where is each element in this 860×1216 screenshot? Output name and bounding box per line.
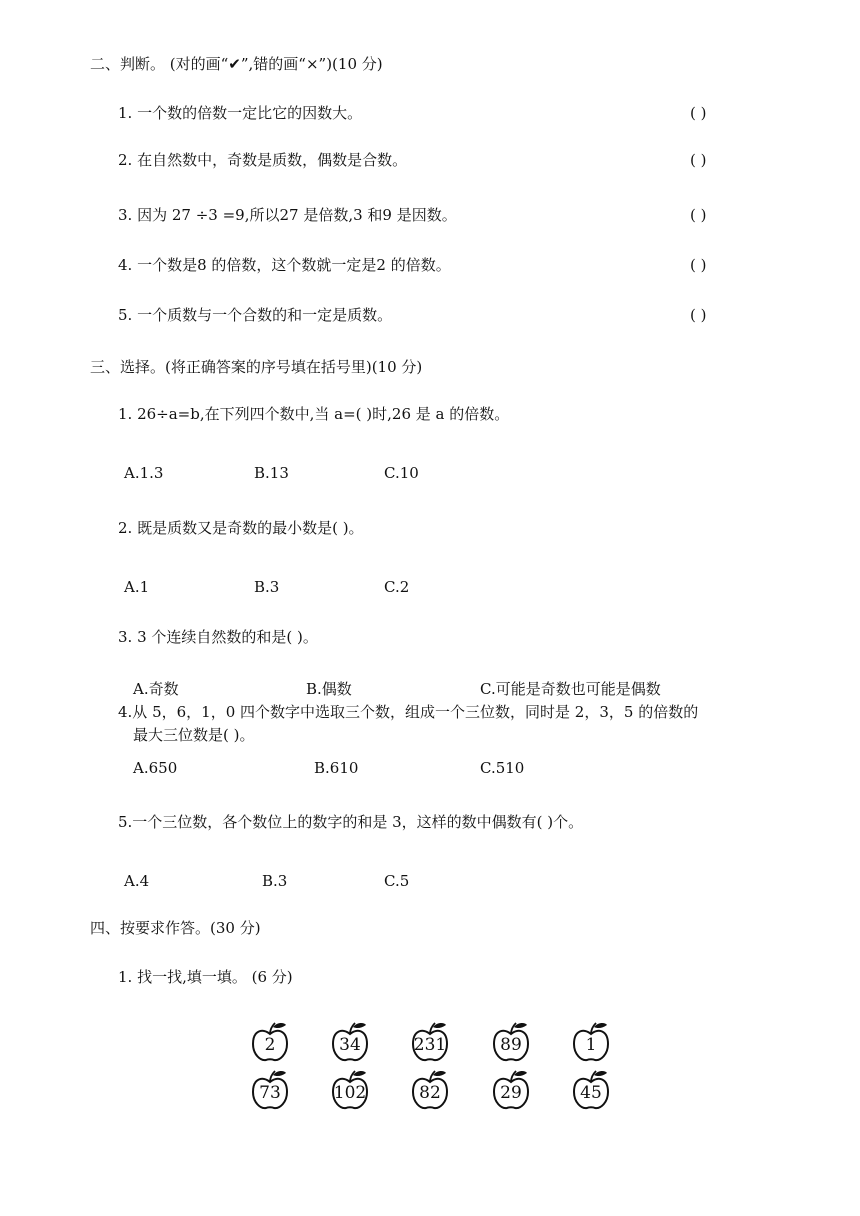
choice-q4-stem-line1: 4.从 5，6，1，0 四个数字中选取三个数，组成一个三位数，同时是 2，3，5 的倍数的 [118, 703, 699, 721]
choice-q5-option-c[interactable]: C.5 [384, 872, 410, 890]
apple-number-card[interactable] [491, 1020, 531, 1064]
apple-number: 102 [333, 1083, 367, 1103]
judge-item-3: 3. 因为 27 ÷3 =9,所以27 是倍数,3 和9 是因数。 [118, 206, 457, 224]
apple-number: 1 [585, 1035, 597, 1055]
answer-blank-2[interactable]: ( ) [690, 151, 707, 169]
task-q1-title: 1. 找一找,填一填。 (6 分) [118, 968, 293, 986]
apple-number: 45 [580, 1083, 602, 1103]
answer-blank-4[interactable]: ( ) [690, 256, 707, 274]
judge-item-4: 4. 一个数是8 的倍数，这个数就一定是2 的倍数。 [118, 256, 451, 274]
section-4-heading: 四、按要求作答。(30 分) [90, 919, 261, 937]
section-2-heading: 二、判断。 (对的画“✔”,错的画“×”)(10 分) [90, 55, 383, 73]
answer-blank-5[interactable]: ( ) [690, 306, 707, 324]
apple-number-card[interactable] [571, 1020, 611, 1064]
choice-q5-option-b[interactable]: B.3 [262, 872, 288, 890]
judge-item-1: 1. 一个数的倍数一定比它的因数大。 [118, 104, 363, 122]
apple-number: 73 [259, 1083, 281, 1103]
choice-q4-option-c[interactable]: C.510 [480, 759, 525, 777]
choice-q1-option-b[interactable]: B.13 [254, 464, 289, 482]
apple-number-card[interactable] [250, 1068, 290, 1112]
apple-number: 231 [413, 1035, 447, 1055]
choice-q2-option-b[interactable]: B.3 [254, 578, 280, 596]
choice-q1-option-a[interactable]: A.1.3 [124, 464, 164, 482]
choice-q1-stem: 1. 26÷a=b,在下列四个数中,当 a=( )时,26 是 a 的倍数。 [118, 405, 510, 423]
choice-q2-option-a[interactable]: A.1 [124, 578, 150, 596]
apple-number-card[interactable] [410, 1020, 450, 1064]
judge-item-2: 2. 在自然数中，奇数是质数，偶数是合数。 [118, 151, 408, 169]
judge-item-5: 5. 一个质数与一个合数的和一定是质数。 [118, 306, 393, 324]
choice-q2-option-c[interactable]: C.2 [384, 578, 410, 596]
apple-number-card[interactable] [571, 1068, 611, 1112]
choice-q4-option-b[interactable]: B.610 [314, 759, 359, 777]
apple-number-card[interactable] [330, 1020, 370, 1064]
apple-number: 29 [500, 1083, 522, 1103]
apple-number: 34 [339, 1035, 361, 1055]
choice-q5-option-a[interactable]: A.4 [124, 872, 150, 890]
apple-number: 2 [264, 1035, 276, 1055]
choice-q2-stem: 2. 既是质数又是奇数的最小数是( )。 [118, 519, 364, 537]
choice-q4-stem-line2: 最大三位数是( )。 [133, 726, 255, 744]
choice-q3-option-c[interactable]: C.可能是奇数也可能是偶数 [480, 680, 661, 698]
apple-number-card[interactable] [491, 1068, 531, 1112]
choice-q1-option-c[interactable]: C.10 [384, 464, 419, 482]
choice-q4-option-a[interactable]: A.650 [133, 759, 178, 777]
apple-number-card[interactable] [410, 1068, 450, 1112]
answer-blank-1[interactable]: ( ) [690, 104, 707, 122]
apple-number: 82 [419, 1083, 441, 1103]
choice-q3-option-b[interactable]: B.偶数 [306, 680, 352, 698]
choice-q3-option-a[interactable]: A.奇数 [133, 680, 179, 698]
choice-q3-stem: 3. 3 个连续自然数的和是( )。 [118, 628, 318, 646]
apple-number-card[interactable] [330, 1068, 370, 1112]
apple-number: 89 [500, 1035, 522, 1055]
answer-blank-3[interactable]: ( ) [690, 206, 707, 224]
choice-q5-stem: 5.一个三位数，各个数位上的数字的和是 3，这样的数中偶数有( )个。 [118, 813, 584, 831]
apple-number-card[interactable] [250, 1020, 290, 1064]
section-3-heading: 三、选择。(将正确答案的序号填在括号里)(10 分) [90, 358, 423, 376]
